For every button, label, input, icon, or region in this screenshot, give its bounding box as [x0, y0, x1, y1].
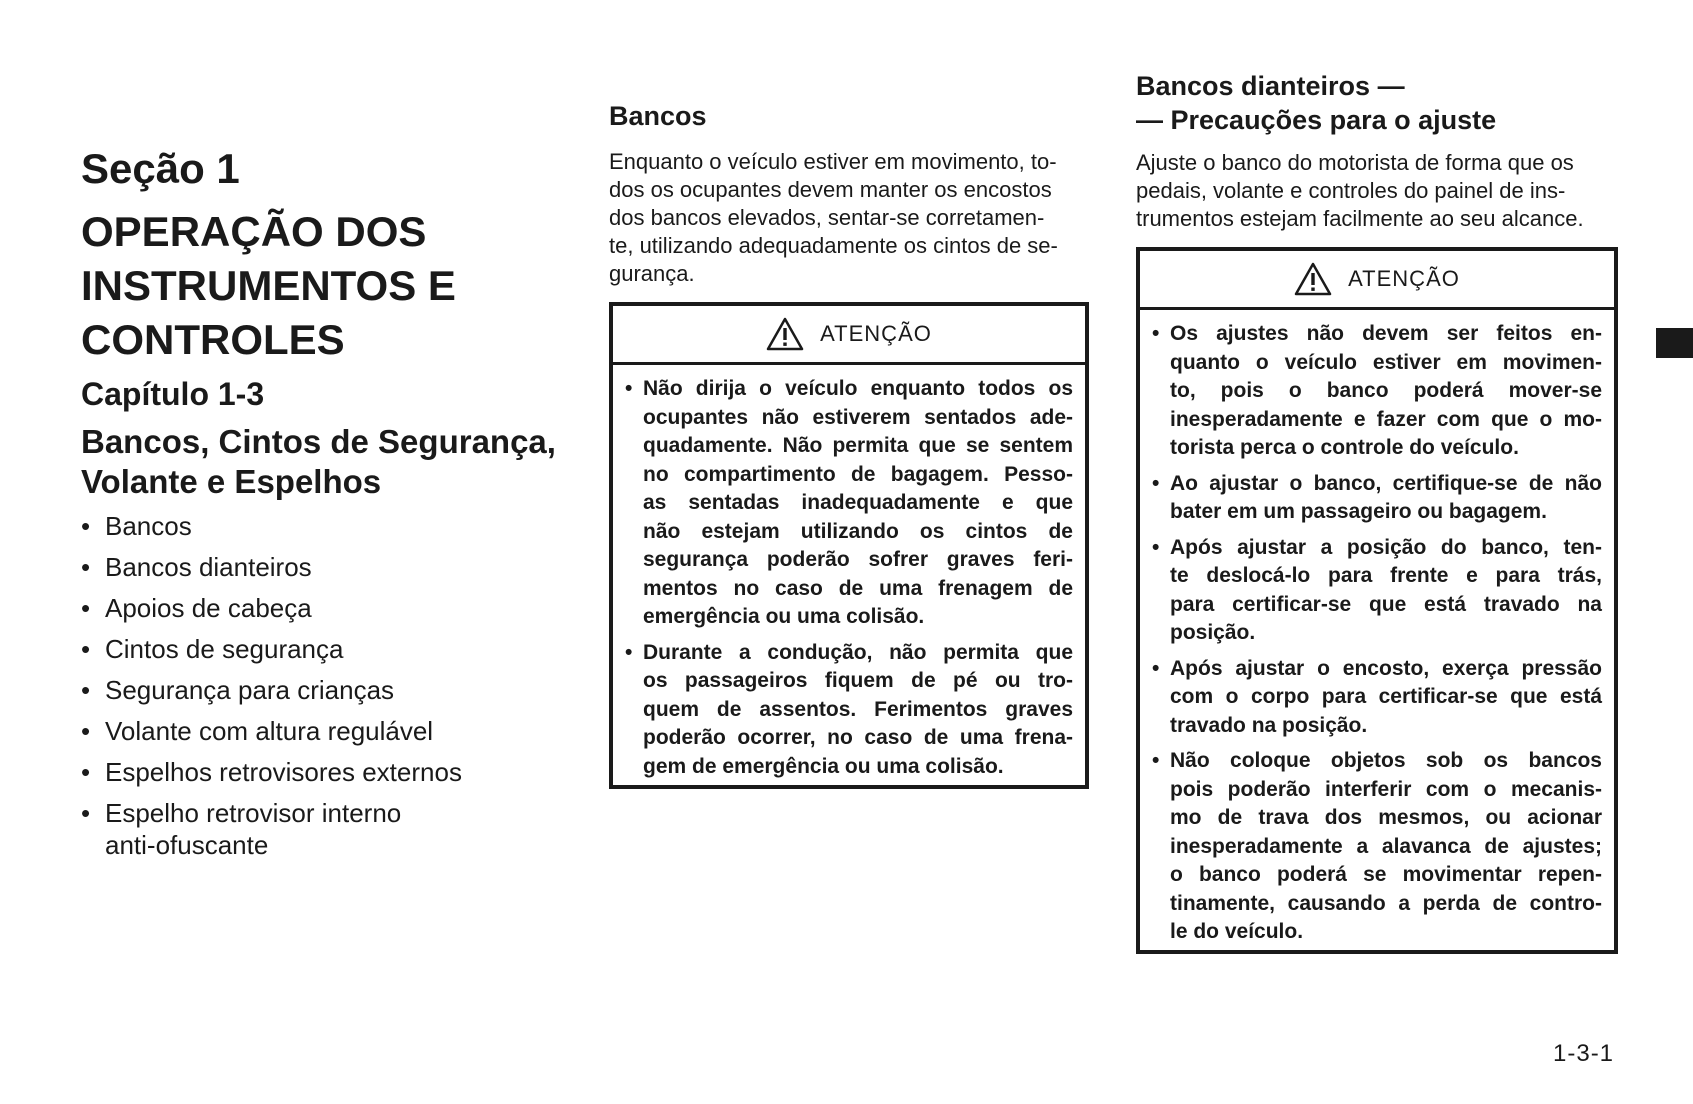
warning-line: para certificar-se que está travado na: [1170, 592, 1602, 616]
warning-line: mentos no caso de uma frenagem de: [643, 576, 1073, 600]
warning-line: gem de emergência ou uma colisão.: [643, 754, 1004, 778]
warning-line: quadamente. Não permita que se sentem: [643, 434, 1073, 457]
paragraph-line: te, utilizando adequadamente os cintos de se-: [609, 233, 1058, 258]
main-title-line: INSTRUMENTOS E: [81, 262, 456, 309]
warning-triangle-icon: [1294, 262, 1332, 296]
toc-item-seguranca-criancas: • Segurança para crianças: [81, 674, 462, 706]
paragraph-line: dos bancos elevados, sentar-se corretamen-: [609, 205, 1045, 230]
paragraph-line: Enquanto o veículo estiver em movimento, to-: [609, 149, 1057, 174]
warning-line: não estejam utilizando os cintos de: [643, 519, 1073, 543]
warning-line: tinamente, causando a perda de contro-: [1170, 891, 1602, 915]
warning-line: o banco poderá se movimentar repen-: [1170, 863, 1602, 886]
warning-header: [613, 306, 1085, 365]
paragraph-line: pedais, volante e controles do painel de ins-: [1136, 178, 1566, 203]
warning-box: [1136, 247, 1618, 954]
warning-triangle-icon: [766, 317, 804, 351]
warning-line: travado na posição.: [1170, 713, 1368, 737]
warning-list: [1140, 310, 1614, 947]
toc-item-line: • Espelho retrovisor interno: [105, 798, 402, 828]
main-title-line: OPERAÇÃO DOS: [81, 208, 427, 255]
warning-item: [1152, 470, 1602, 527]
warning-item: [1152, 534, 1602, 648]
warning-line: emergência ou uma colisão.: [643, 605, 925, 628]
warning-item: [1152, 320, 1602, 463]
section-tab-marker: [1656, 328, 1693, 358]
toc-item-apoios-de-cabeca: • Apoios de cabeça: [81, 592, 462, 624]
warning-line: ocupantes não estiverem sentados ade-: [643, 405, 1073, 429]
warning-line: • Não coloque objetos sob os bancos: [1170, 749, 1602, 772]
warning-item: [1152, 655, 1602, 741]
chapter-title: Capítulo 1-3: [81, 376, 265, 412]
warning-line: posição.: [1170, 621, 1256, 644]
chapter-subtitle-line: Bancos, Cintos de Segurança,: [81, 423, 556, 460]
toc-item-bancos-dianteiros: • Bancos dianteiros: [81, 551, 462, 583]
warning-line: inesperadamente a alavanca de ajustes;: [1170, 834, 1602, 858]
warning-line: as sentadas inadequadamente e que: [643, 491, 1073, 514]
warning-line: quanto o veículo estiver em movimen-: [1170, 350, 1602, 374]
warning-line: le do veículo.: [1170, 920, 1304, 943]
warning-line: bater em um passageiro ou bagagem.: [1170, 500, 1547, 523]
warning-item: [625, 639, 1073, 782]
warning-line: pois poderão interferir com o mecanis-: [1170, 777, 1602, 801]
toc-item-volante: • Volante com altura regulável: [81, 715, 462, 747]
bancos-dianteiros-heading: [1136, 69, 1496, 137]
warning-label: ATENÇÃO: [1348, 266, 1460, 291]
warning-line: no compartimento de bagagem. Pesso-: [643, 462, 1073, 486]
main-title-line: CONTROLES: [81, 316, 345, 363]
warning-line: to, pois o banco poderá mover-se: [1170, 379, 1602, 402]
warning-list: [613, 365, 1085, 781]
toc-item-cintos-de-seguranca: • Cintos de segurança: [81, 633, 462, 665]
toc-item-espelhos-externos: • Espelhos retrovisores externos: [81, 756, 462, 788]
section-title: Seção 1: [81, 145, 240, 192]
warning-item: [1152, 747, 1602, 947]
bancos-heading: Bancos: [609, 101, 707, 131]
warning-header: [1140, 251, 1614, 310]
heading-line: — Precauções para o ajuste: [1136, 105, 1497, 135]
chapter-subtitle: [81, 422, 556, 502]
toc-item-line: anti-ofuscante: [105, 830, 269, 860]
warning-line: quem de assentos. Ferimentos graves: [643, 697, 1073, 721]
paragraph-line: trumentos estejam facilmente ao seu alcance.: [1136, 206, 1584, 231]
warning-line: mo de trava dos mesmos, ou acionar: [1170, 806, 1602, 829]
toc-item-espelho-interno: [81, 797, 462, 861]
warning-line: com o corpo para certificar-se que está: [1170, 685, 1602, 708]
heading-line: Bancos dianteiros —: [1136, 71, 1405, 101]
warning-line: • Não dirija o veículo enquanto todos os: [643, 377, 1073, 400]
paragraph-line: dos os ocupantes devem manter os encostos: [609, 177, 1052, 202]
ajuste-paragraph: [1136, 149, 1618, 233]
warning-line: • Após ajustar a posição do banco, ten-: [1170, 535, 1602, 559]
paragraph-line: gurança.: [609, 261, 695, 286]
warning-line: • Os ajustes não devem ser feitos en-: [1170, 322, 1602, 345]
warning-line: • Durante a condução, não permita que: [643, 640, 1073, 664]
bancos-paragraph: [609, 148, 1089, 288]
main-title: [81, 205, 456, 367]
warning-line: poderão ocorrer, no caso de uma frena-: [643, 726, 1073, 749]
warning-line: te deslocá-lo para frente e para trás,: [1170, 564, 1602, 587]
warning-item: [625, 375, 1073, 632]
warning-label: ATENÇÃO: [820, 321, 932, 346]
warning-line: • Após ajustar o encosto, exerça pressão: [1170, 656, 1602, 680]
table-of-contents: [81, 510, 462, 870]
warning-line: • Ao ajustar o banco, certifique-se de não: [1170, 471, 1602, 495]
warning-line: segurança poderão sofrer graves feri-: [643, 548, 1073, 571]
warning-line: os passageiros fiquem de pé ou tro-: [643, 669, 1073, 692]
warning-box: [609, 302, 1089, 789]
toc-item-bancos: • Bancos: [81, 510, 462, 542]
chapter-subtitle-line: Volante e Espelhos: [81, 463, 382, 500]
warning-line: inesperadamente e fazer com que o mo-: [1170, 407, 1602, 431]
page-number: 1-3-1: [1553, 1040, 1615, 1067]
paragraph-line: Ajuste o banco do motorista de forma que os: [1136, 150, 1574, 175]
warning-line: torista perca o controle do veículo.: [1170, 436, 1519, 459]
